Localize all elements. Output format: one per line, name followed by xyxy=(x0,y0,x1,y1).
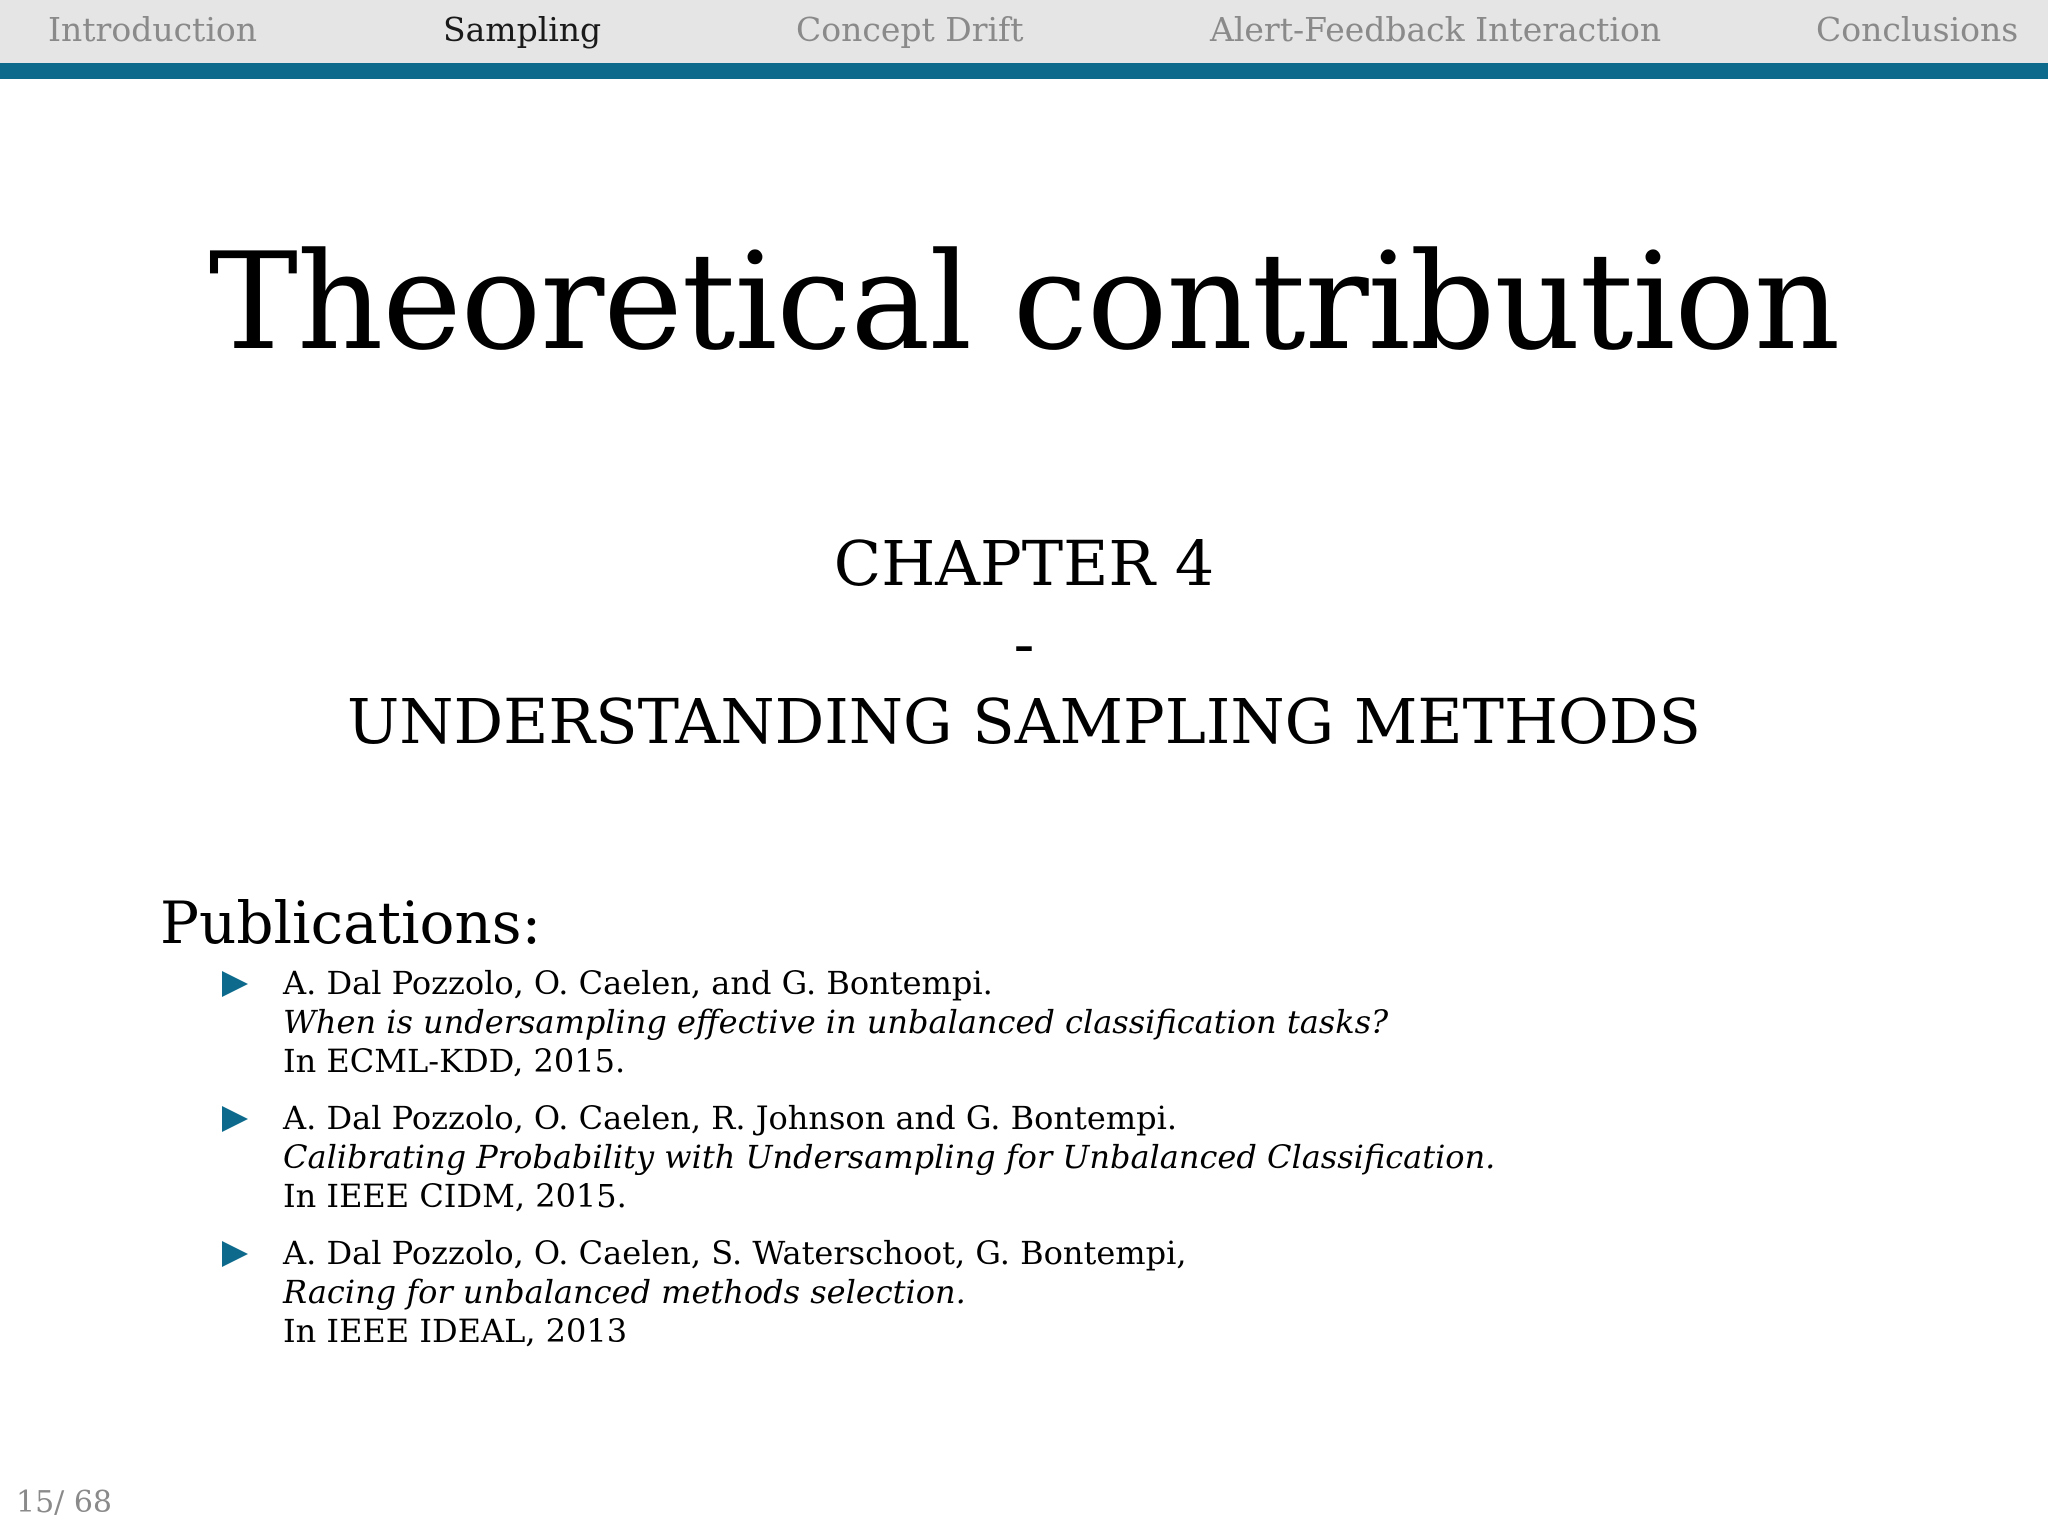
chapter-title: UNDERSTANDING SAMPLING METHODS xyxy=(346,685,1702,758)
publication-authors: A. Dal Pozzolo, O. Caelen, R. Johnson and G. Bontempi. xyxy=(283,1099,1177,1137)
triangle-bullet-icon xyxy=(222,971,248,997)
publication-authors: A. Dal Pozzolo, O. Caelen, S. Waterschoot, G. Bontempi, xyxy=(283,1234,1187,1272)
publication-authors: A. Dal Pozzolo, O. Caelen, and G. Bontempi. xyxy=(283,964,993,1002)
publication-item xyxy=(218,1234,1818,1351)
page-number: 15/ 68 xyxy=(16,1485,112,1520)
nav-item-conclusions[interactable]: Conclusions xyxy=(1816,10,2019,49)
publication-title: Calibrating Probability with Undersampling for Unbalanced Classification. xyxy=(283,1138,1496,1176)
nav-item-concept-drift[interactable]: Concept Drift xyxy=(796,10,1024,49)
chapter-separator: - xyxy=(1013,607,1035,680)
publication-title: Racing for unbalanced methods selection. xyxy=(283,1273,966,1311)
publication-item xyxy=(218,964,1818,1081)
publication-venue: In ECML-KDD, 2015. xyxy=(283,1042,626,1080)
slide-title: Theoretical contribution xyxy=(208,224,1840,380)
header-divider xyxy=(0,63,2048,79)
publication-venue: In IEEE IDEAL, 2013 xyxy=(283,1312,628,1350)
nav-item-sampling[interactable]: Sampling xyxy=(443,10,602,49)
publication-item xyxy=(218,1099,1818,1216)
section-navigation-bar xyxy=(0,0,2048,63)
chapter-number: CHAPTER 4 xyxy=(833,527,1215,600)
publication-title: When is undersampling effective in unbalanced classification tasks? xyxy=(283,1003,1389,1041)
publication-venue: In IEEE CIDM, 2015. xyxy=(283,1177,627,1215)
publications-list xyxy=(218,964,1818,1369)
publications-heading: Publications: xyxy=(160,889,542,957)
nav-item-introduction[interactable]: Introduction xyxy=(48,10,257,49)
triangle-bullet-icon xyxy=(222,1241,248,1267)
nav-item-alert-feedback-interaction[interactable]: Alert-Feedback Interaction xyxy=(1210,10,1662,49)
triangle-bullet-icon xyxy=(222,1106,248,1132)
